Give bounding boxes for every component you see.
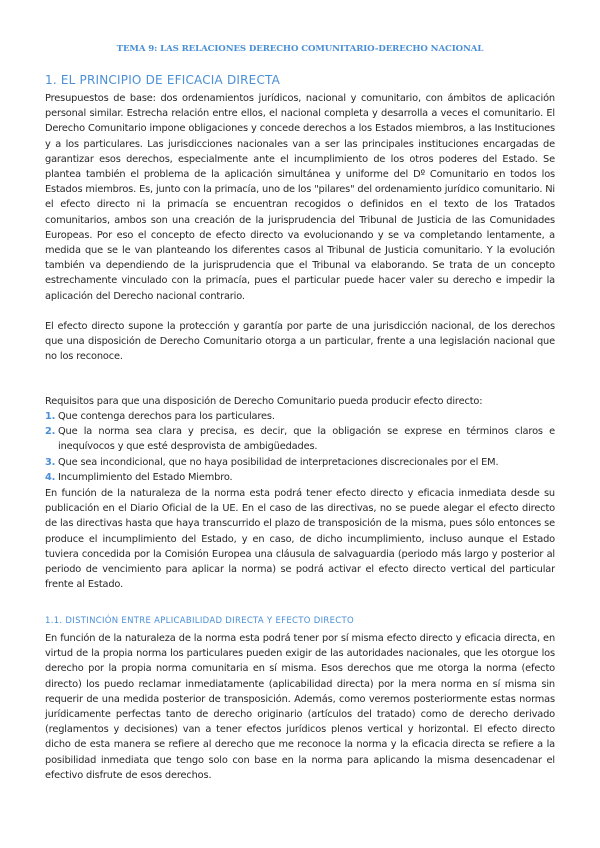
list-item-number: 1. (45, 411, 56, 422)
list-item-text: Incumplimiento del Estado Miembro. (58, 471, 233, 483)
list-item (45, 470, 555, 485)
paragraph-requisitos-intro: Requisitos para que una disposición de Derecho Comunitario pueda producir efecto directo: (45, 396, 483, 407)
document-title: TEMA 9: LAS RELACIONES DERECHO COMUNITARIO-DERECHO NACIONAL (116, 44, 484, 54)
list-item-text: Que sea incondicional, que no haya posibilidad de interpretaciones discrecionales por el EM. (58, 456, 499, 468)
list-item-number: 3. (45, 456, 56, 468)
paragraph-naturaleza-norma: En función de la naturaleza de la norma esta podrá tener efecto directo y eficacia inmediata desde su publicación en el Diario Oficial de la UE. En el caso de las directivas, no se puede alegar el efecto directo de las directivas hasta que haya transcurrido el plazo de transposición de la misma, pues sólo entonces se produce el incumplimiento del Estado, y en caso, de dicho incumplimiento, incluso aunque el Estado tuviera concedida por la Comisión Europea una cláusula de salvaguardia (periodo más largo y posterior al periodo de vencimiento para aplicar la norma) se podrá activar el efecto directo vertical del particular frente al Estado. (45, 488, 555, 591)
list-item-number: 4. (45, 471, 56, 483)
list-item (45, 409, 555, 424)
list-item-text: Que la norma sea clara y precisa, es decir, que la obligación se exprese en términos claros e inequívocos y que esté desprovista de ambigüedades. (58, 426, 555, 453)
list-item-number: 2. (45, 426, 56, 438)
requirements-list (45, 409, 555, 485)
list-item (45, 455, 555, 470)
section-1-heading: 1. EL PRINCIPIO DE EFICACIA DIRECTA (45, 73, 281, 87)
section-1-1-heading: 1.1. DISTINCIÓN ENTRE APLICABILIDAD DIRECTA Y EFECTO DIRECTO (45, 616, 354, 626)
paragraph-presupuestos: Presupuestos de base: dos ordenamientos jurídicos, nacional y comunitario, con ámbitos de aplicación personal similar. Estrecha relación entre ellos, el nacional completa y desarrolla a veces el comunitario. El Derecho Comunitario impone obligaciones y concede derechos a los Estados miembros, a las Instituciones y a los particulares. Las jurisdicciones nacionales van a ser las principales instituciones encargadas de garantizar esos derechos, especialmente ante el incumplimiento de los otros poderes del Estado. Se plantea también el problema de la aplicación simultánea y uniforme del Dº Comunitario en todos los Estados miembros. Es, junto con la primacía, uno de los "pilares" del ordenamiento jurídico comunitario. Ni el efecto directo ni la primacía se encuentran recogidos o definidos en el texto de los Tratados comunitarios, ambos son una creación de la jurisprudencia del Tribunal de Justicia de las Comunidades Europeas. Por eso el concepto de efecto directo va evolucionando y se va completando lentamente, a medida que se le van planteando los diferentes casos al Tribunal de Justicia comunitario. Y la evolución también va dependiendo de la jurisprudencia que el Tribunal va elaborando. Se trata de un concepto estrechamente vinculado con la primacía, pues el particular puede hacer valer su derecho e impedir la aplicación del Derecho nacional contrario. (45, 93, 555, 302)
paragraph-efecto-directo-definicion: El efecto directo supone la protección y garantía por parte de una jurisdicción nacional, de los derechos que una disposición de Derecho Comunitario otorga a un particular, frente a una legislación nacional que no los reconoce. (45, 321, 555, 363)
list-item (45, 424, 555, 454)
list-item-text: Que contenga derechos para los particulares. (58, 411, 275, 422)
paragraph-aplicabilidad-directa: En función de la naturaleza de la norma esta podrá tener por sí misma efecto directo y eficacia directa, en virtud de la propia norma los particulares pueden exigir de las autoridades nacionales, que les otorgue los derecho por la propia norma comunitaria en sí misma. Esos derechos que me otorga la norma (efecto directo) los puedo reclamar inmediatamente (aplicabilidad directa) por la mera norma en sí misma sin requerir de una medida posterior de transposición. Además, como veremos posteriormente estas normas jurídicamente perfectas tanto de derecho originario (artículos del tratado) como de derecho derivado (reglamentos y decisiones) van a tener efectos jurídicos plenos vertical y horizontal. El efecto directo dicho de esta manera se refiere al derecho que me reconoce la norma y la eficacia directa se refiere a la posibilidad inmediata que tengo solo con base en la norma para aplicando la misma desencadenar el efectivo disfrute de esos derechos. (45, 633, 555, 781)
